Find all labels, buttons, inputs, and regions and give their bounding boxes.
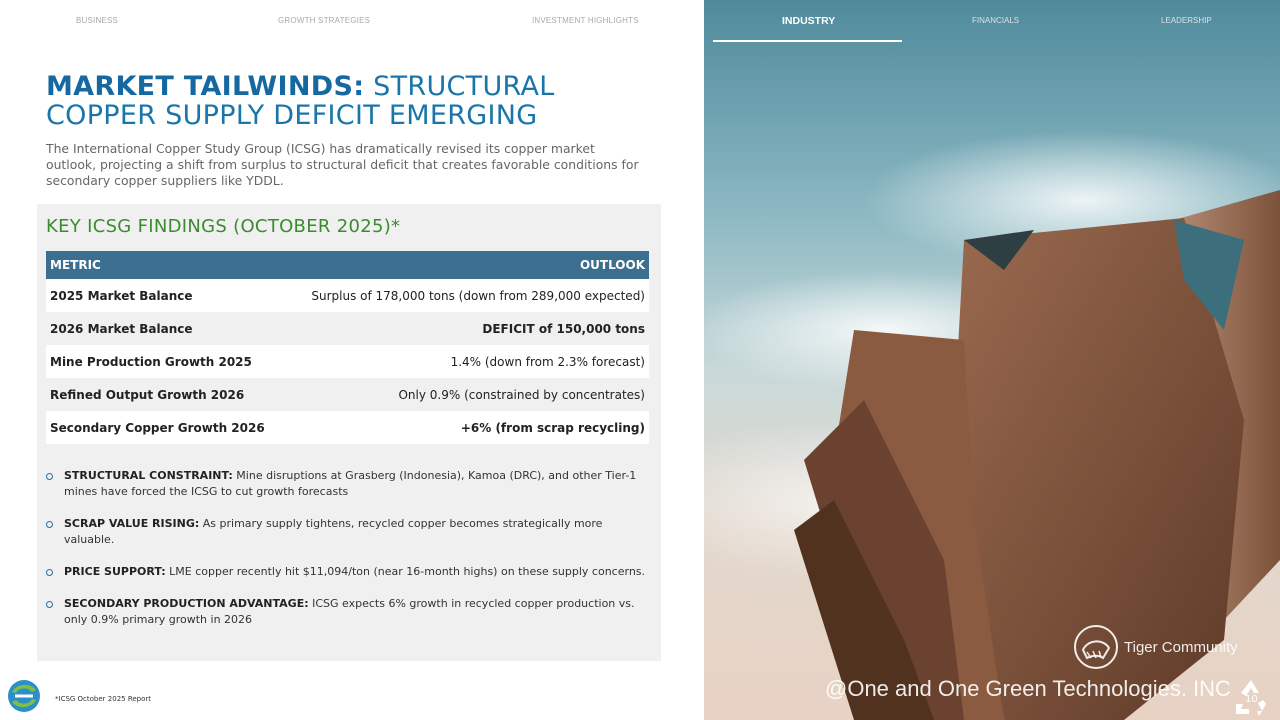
nav-growth-strategies[interactable]: GROWTH STRATEGIES — [278, 16, 371, 25]
table-row — [46, 378, 649, 411]
intro-paragraph: The International Copper Study Group (ICSG) has dramatically revised its copper market outlook, projecting a shift from surplus to structural deficit that creates favorable conditions for secondary copper suppliers like YDDL. — [46, 141, 639, 188]
list-item — [46, 596, 646, 628]
outlook-cell: DEFICIT of 150,000 tons — [284, 312, 649, 345]
tiger-community-label: Tiger Community — [1124, 639, 1238, 656]
metric-cell: Secondary Copper Growth 2026 — [46, 411, 284, 444]
bullet-text: As primary supply tightens, recycled copper becomes strategically more valuable. — [64, 517, 603, 546]
metric-cell: 2025 Market Balance — [46, 279, 284, 312]
bullet-lead: STRUCTURAL CONSTRAINT: — [64, 469, 233, 482]
page-title — [46, 72, 646, 130]
table-row — [46, 279, 649, 312]
footnote: *ICSG October 2025 Report — [55, 695, 152, 703]
bullet-text: Mine disruptions at Grasberg (Indonesia), Kamoa (DRC), and other Tier-1 mines have forced the ICSG to cut growth forecasts — [64, 469, 637, 498]
bullet-circle-icon — [46, 521, 53, 528]
nav-financials[interactable]: FINANCIALS — [972, 16, 1020, 25]
company-logo-icon — [6, 678, 42, 714]
page-title-bold: MARKET TAILWINDS: — [46, 71, 365, 102]
nav-leadership[interactable]: LEADERSHIP — [1161, 16, 1212, 25]
watermark: @One and One Green Technologies. INC — [825, 676, 1231, 701]
findings-title: KEY ICSG FINDINGS (OCTOBER 2025)* — [46, 216, 401, 237]
bullet-lead: PRICE SUPPORT: — [64, 565, 166, 578]
outlook-cell: +6% (from scrap recycling) — [284, 411, 649, 444]
bullet-lead: SECONDARY PRODUCTION ADVANTAGE: — [64, 597, 309, 610]
bullet-circle-icon — [46, 473, 53, 480]
architecture-photo — [704, 0, 1280, 720]
metric-cell: Refined Output Growth 2026 — [46, 378, 284, 411]
outlook-cell: 1.4% (down from 2.3% forecast) — [284, 345, 649, 378]
bullet-text: ICSG expects 6% growth in recycled copper production vs. only 0.9% primary growth in 2026 — [64, 597, 635, 626]
bullet-circle-icon — [46, 569, 53, 576]
table-row — [46, 411, 649, 444]
table-row — [46, 312, 649, 345]
outlook-cell: Surplus of 178,000 tons (down from 289,000 expected) — [284, 279, 649, 312]
column-header-metric: METRIC — [46, 251, 284, 279]
lotus-building-illustration — [704, 0, 1280, 720]
findings-panel — [37, 204, 661, 661]
list-item — [46, 564, 646, 580]
list-item — [46, 516, 646, 548]
column-header-outlook: OUTLOOK — [284, 251, 649, 279]
tiger-community-icon — [1073, 624, 1119, 670]
nav-industry[interactable]: INDUSTRY — [782, 15, 836, 27]
findings-table — [46, 251, 649, 444]
bullet-circle-icon — [46, 601, 53, 608]
table-row — [46, 345, 649, 378]
metric-cell: Mine Production Growth 2025 — [46, 345, 284, 378]
nav-active-underline — [713, 40, 902, 42]
nav-business[interactable]: BUSINESS — [76, 16, 119, 25]
outlook-cell: Only 0.9% (constrained by concentrates) — [284, 378, 649, 411]
bullet-text: LME copper recently hit $11,094/ton (near 16-month highs) on these supply concerns. — [165, 565, 646, 578]
page-number: 10 — [1245, 694, 1258, 705]
metric-cell: 2026 Market Balance — [46, 312, 284, 345]
page-title-light: STRUCTURAL COPPER SUPPLY DEFICIT EMERGING — [46, 71, 555, 131]
bullet-lead: SCRAP VALUE RISING: — [64, 517, 200, 530]
nav-investment-highlights[interactable]: INVESTMENT HIGHLIGHTS — [532, 16, 639, 25]
list-item — [46, 468, 646, 500]
findings-bullets — [46, 468, 646, 644]
table-header-row — [46, 251, 649, 279]
